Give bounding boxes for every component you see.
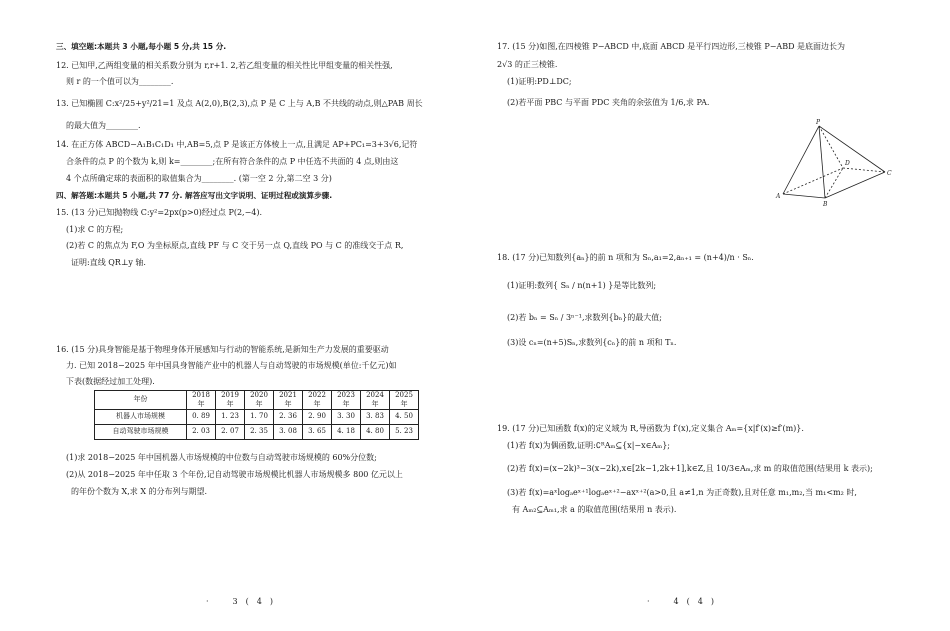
edge-ab	[783, 194, 825, 198]
table-cell: 1. 23	[216, 409, 245, 424]
q19-line-3: (2)若 f(x)=(x−2k)³−3(x−2k),x∈[2k−1,2k+1],k∈Z,且 10/3∈Aₘ,求 m 的取值范围(结果用 k 表示);	[507, 464, 873, 473]
q15-line-1: 15. (13 分)已知抛物线 C:y²=2px(p>0)经过点 P(2,−4).	[56, 208, 263, 217]
table-cell: 机器人市场规模	[95, 409, 187, 424]
table-row	[95, 391, 419, 410]
q16-line-1: 16. (15 分)具身智能是基于物理身体开展感知与行动的智能系统,是新知生产力发展的重要驱动	[56, 345, 389, 354]
table-cell: 3. 65	[303, 424, 332, 439]
table-cell: 3. 08	[274, 424, 303, 439]
q19-line-1: 19. (17 分)已知函数 f(x)的定义域为 R,导函数为 f′(x),定义集合 Aₘ={x|f′(x)≥f′(m)}.	[497, 424, 804, 433]
table-cell: 2018 年	[187, 391, 216, 410]
table-cell: 1. 70	[245, 409, 274, 424]
label-b: B	[823, 201, 828, 208]
table-cell: 2021 年	[274, 391, 303, 410]
q14-line-3: 4 个点所确定球的表面积的取值集合为________. (第一空 2 分,第二空 3 分)	[66, 174, 332, 183]
q19-line-4: (3)若 f(x)=aˣlogₐeˣ⁺¹logₐeˣ⁺²−axˣ⁺²(a>0,且 a≠1,n 为正奇数),且对任意 m₁,m₂,当 m₁<m₂ 时,	[507, 488, 857, 497]
q13-line-1: 13. 已知椭圆 C:x²/25+y²/21=1 及点 A(2,0),B(2,3),点 P 是 C 上与 A,B 不共线的动点,则△PAB 周长	[56, 99, 423, 108]
table-cell: 5. 23	[390, 424, 419, 439]
table-cell: 0. 89	[187, 409, 216, 424]
q14-line-1: 14. 在正方体 ABCD−A₁B₁C₁D₁ 中,AB=5,点 P 是该正方体棱上一点,且满足 AP+PC₁=3+3√6,记符	[56, 140, 418, 149]
q12-line-1: 12. 已知甲,乙两组变量的相关系数分别为 r,r+1. 2,若乙组变量的相关性比甲组变量的相关性强,	[56, 61, 393, 70]
q18-line-1: 18. (17 分)已知数列{aₙ}的前 n 项和为 Sₙ,a₁=2,aₙ₊₁ = (n+4)/n · Sₙ.	[497, 253, 754, 262]
q15-line-4: 证明:直线 QR⊥y 轴.	[71, 258, 146, 267]
table-cell: 2019 年	[216, 391, 245, 410]
table-row	[95, 409, 419, 424]
right-page	[497, 0, 902, 631]
q18-line-4: (3)设 cₙ=(n+5)Sₙ,求数列{cₙ}的前 n 项和 Tₙ.	[507, 338, 677, 347]
label-c: C	[887, 170, 892, 177]
edge-ad	[783, 168, 843, 194]
edge-bc	[825, 172, 885, 198]
pyramid-figure	[775, 118, 895, 208]
label-a: A	[776, 193, 781, 200]
table-cell: 2. 07	[216, 424, 245, 439]
section-4-heading: 四、解答题:本题共 5 小题,共 77 分. 解答应写出文字说明、证明过程或演算步骤.	[56, 191, 333, 200]
page-footer-left: · 3 ( 4 )	[206, 597, 273, 606]
table-cell: 4. 50	[390, 409, 419, 424]
q15-line-3: (2)若 C 的焦点为 F,O 为坐标原点,直线 PF 与 C 交于另一点 Q,直线 PO 与 C 的准线交于点 R,	[66, 241, 404, 250]
label-d: D	[845, 160, 850, 167]
edge-dc	[843, 168, 885, 172]
q17-line-4: (2)若平面 PBC 与平面 PDC 夹角的余弦值为 1/6,求 PA.	[507, 98, 710, 107]
section-3-heading: 三、填空题:本题共 3 小题,每小题 5 分,共 15 分.	[56, 42, 227, 51]
market-size-table	[94, 390, 419, 440]
q19-line-2: (1)若 f(x)为偶函数,证明:∁ᴿAₘ⊆{x|−x∈Aₘ};	[507, 441, 670, 450]
table-cell: 2023 年	[332, 391, 361, 410]
table-cell: 2020 年	[245, 391, 274, 410]
page-footer-right: · 4 ( 4 )	[647, 597, 714, 606]
q18-line-2: (1)证明:数列{ Sₙ / n(n+1) }是等比数列;	[507, 281, 657, 290]
table-cell: 4. 80	[361, 424, 390, 439]
q16-line-5: (2)从 2018−2025 年中任取 3 个年份,记自动驾驶市场规模比机器人市场规模多 800 亿元以上	[66, 470, 403, 479]
table-cell: 2025 年	[390, 391, 419, 410]
q17-line-3: (1)证明:PD⊥DC;	[507, 77, 572, 86]
label-p: P	[816, 119, 821, 126]
q16-line-6: 的年份个数为 X,求 X 的分布列与期望.	[71, 487, 208, 496]
q15-line-2: (1)求 C 的方程;	[66, 225, 124, 234]
q16-line-3: 下表(数据经过加工处理).	[66, 377, 155, 386]
q13-line-2: 的最大值为________.	[66, 121, 141, 130]
table-cell: 2. 03	[187, 424, 216, 439]
q16-line-4: (1)求 2018−2025 年中国机器人市场规模的中位数与自动驾驶市场规模的 60%分位数;	[66, 453, 377, 462]
table-cell: 3. 83	[361, 409, 390, 424]
q19-line-5: 有 Aₘ₂⊆Aₘ₁,求 a 的取值范围(结果用 n 表示).	[512, 505, 677, 514]
q17-line-2: 2√3 的正三棱锥.	[497, 60, 558, 69]
table-cell: 4. 18	[332, 424, 361, 439]
table-cell: 自动驾驶市场规模	[95, 424, 187, 439]
edge-pd	[819, 126, 843, 168]
q16-line-2: 力. 已知 2018−2025 年中国具身智能产业中的机器人与自动驾驶的市场规模(单位:千亿元)如	[66, 361, 397, 370]
q12-line-2: 则 r 的一个值可以为________.	[66, 77, 174, 86]
table-cell: 2. 35	[245, 424, 274, 439]
table-cell: 2022 年	[303, 391, 332, 410]
table-cell: 3. 30	[332, 409, 361, 424]
q17-line-1: 17. (15 分)如图,在四棱锥 P−ABCD 中,底面 ABCD 是平行四边形,三棱锥 P−ABD 是底面边长为	[497, 42, 846, 51]
q18-line-3: (2)若 bₙ = Sₙ / 3ⁿ⁻¹,求数列{bₙ}的最大值;	[507, 313, 662, 322]
table-cell: 2024 年	[361, 391, 390, 410]
table-cell: 2. 90	[303, 409, 332, 424]
left-page	[56, 0, 456, 631]
edge-pa	[783, 126, 819, 194]
q14-line-2: 合条件的点 P 的个数为 k,则 k=________;在所有符合条件的点 P 中任选不共面的 4 点,则由这	[66, 157, 399, 166]
edge-pb	[819, 126, 825, 198]
edge-bd	[825, 168, 843, 198]
table-row	[95, 424, 419, 439]
edge-pc	[819, 126, 885, 172]
table-cell: 年份	[95, 391, 187, 410]
table-cell: 2. 36	[274, 409, 303, 424]
